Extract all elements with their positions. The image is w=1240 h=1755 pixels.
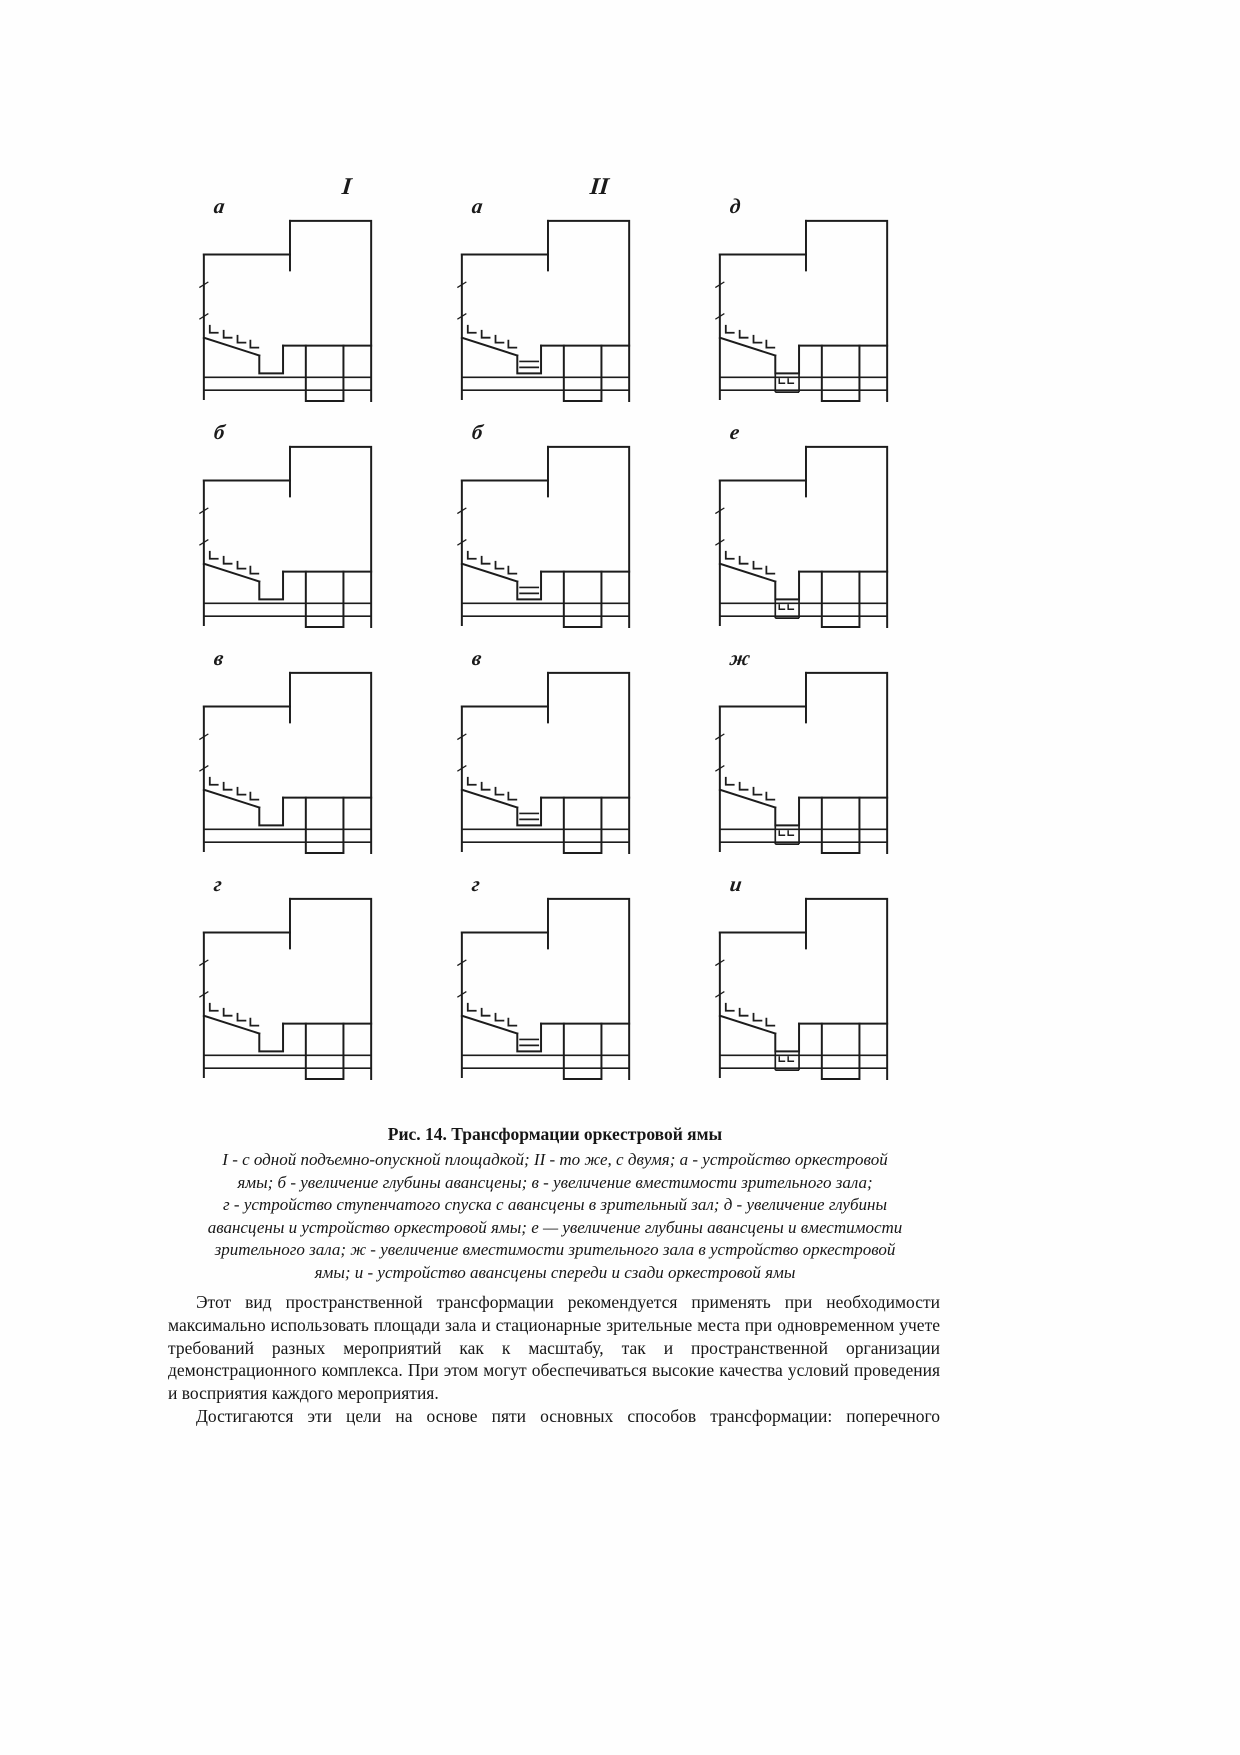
- stage-cross-section-drawing: [450, 886, 642, 1084]
- diagram-cell: [192, 422, 388, 634]
- stage-cross-section-drawing: [192, 434, 384, 632]
- diagram-cell: [450, 648, 646, 860]
- body-paragraph: Этот вид пространственной трансформации рекомендуется применять при необходимости максимально использовать площади зала и стационарные зрительные места при одновременном учете требований разных мероприятий как к масштабу, так и пространственной организации демонстрационного комплекса. При этом могут обеспечиваться высокие качества условий проведения и восприятия каждого мероприятия.: [168, 1292, 940, 1404]
- diagram-cell: [192, 874, 388, 1086]
- figure-caption: [160, 1122, 950, 1285]
- stage-cross-section-drawing: [192, 886, 384, 1084]
- body-text: [168, 1291, 940, 1428]
- figure-caption-legend: [160, 1149, 950, 1285]
- diagram-label: в: [212, 646, 226, 670]
- figure-caption-legend-line: зрительного зала; ж - увеличение вместимости зрительного зала в устройство оркестровой: [214, 1240, 896, 1260]
- diagram-cell: [708, 648, 904, 860]
- diagram-cell: [708, 874, 904, 1086]
- figure-caption-legend-line: г - устройство ступенчатого спуска с авансцены в зрительный зал; д - увеличение глубины: [223, 1195, 887, 1215]
- body-paragraph: Достигаются эти цели на основе пяти основных способов трансформации: поперечного: [196, 1405, 940, 1426]
- column-header-I: I: [340, 174, 353, 200]
- stage-cross-section-drawing: [192, 660, 384, 858]
- figure-caption-legend-line: авансцены и устройство оркестровой ямы; е — увеличение глубины авансцены и вместимости: [207, 1217, 903, 1237]
- stage-cross-section-drawing: [708, 660, 900, 858]
- diagram-label: б: [470, 420, 485, 444]
- diagram-label: д: [728, 194, 743, 218]
- diagram-cell: [450, 196, 646, 408]
- diagram-cell: [192, 196, 388, 408]
- diagram-label: ж: [728, 646, 752, 670]
- diagram-label: б: [212, 420, 227, 444]
- diagram-cell: [192, 648, 388, 860]
- figure-caption-legend-line: I - с одной подъемно-опускной площадкой; II - то же, с двумя; а - устройство оркестровой: [222, 1150, 888, 1169]
- figure-caption-legend-line: ямы; б - увеличение глубины авансцены; в - увеличение вместимости зрительного зала;: [237, 1172, 873, 1192]
- diagram-label: г: [212, 872, 224, 896]
- diagram-label: а: [212, 194, 227, 218]
- diagram-label: е: [728, 420, 742, 444]
- diagram-label: в: [470, 646, 484, 670]
- figure-caption-legend-line: ямы; и - устройство авансцены спереди и сзади оркестровой ямы: [314, 1262, 796, 1282]
- stage-cross-section-drawing: [708, 434, 900, 632]
- diagram-label: и: [728, 872, 744, 896]
- stage-cross-section-drawing: [708, 886, 900, 1084]
- stage-cross-section-drawing: [450, 208, 642, 406]
- figure-14: [192, 174, 937, 1090]
- diagram-label: г: [470, 872, 482, 896]
- diagram-grid: [192, 180, 937, 1086]
- stage-cross-section-drawing: [708, 208, 900, 406]
- diagram-cell: [708, 422, 904, 634]
- figure-caption-title: Рис. 14. Трансформации оркестровой ямы: [387, 1124, 723, 1144]
- diagram-cell: [450, 422, 646, 634]
- diagram-label: а: [470, 194, 485, 218]
- diagram-cell: [708, 196, 904, 408]
- stage-cross-section-drawing: [192, 208, 384, 406]
- stage-cross-section-drawing: [450, 660, 642, 858]
- column-header-II: II: [588, 174, 611, 200]
- diagram-cell: [450, 874, 646, 1086]
- stage-cross-section-drawing: [450, 434, 642, 632]
